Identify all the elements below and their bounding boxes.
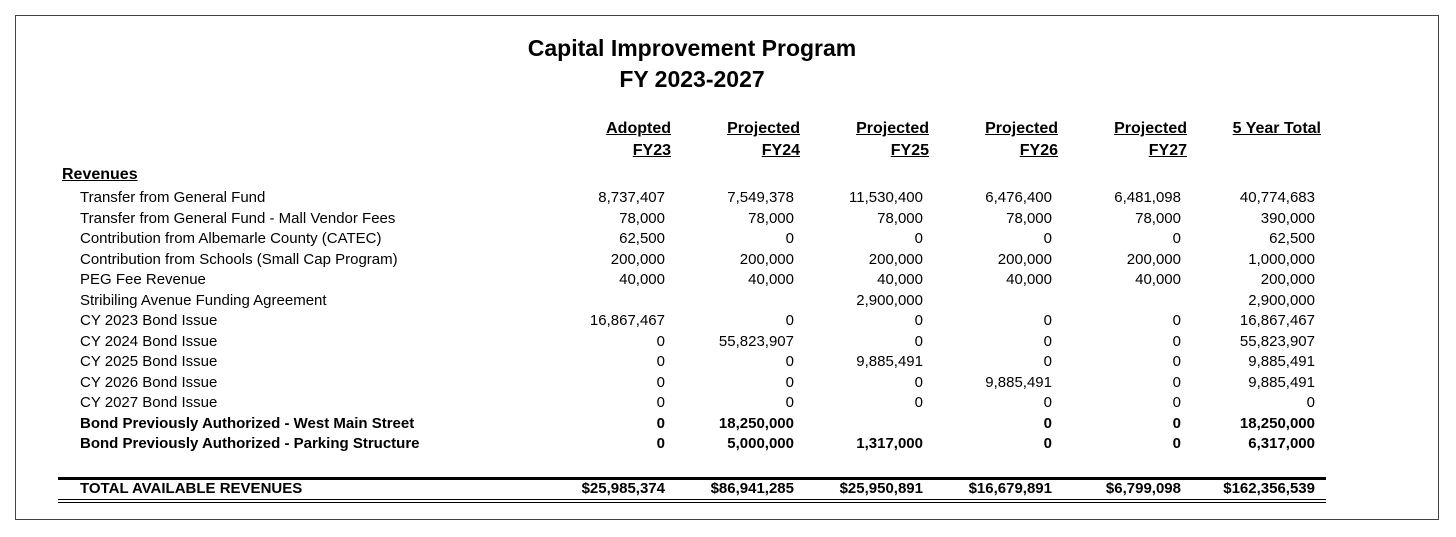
- row-value-col-1: 55,823,907: [718, 332, 794, 350]
- row-value-col-4: 0: [1172, 373, 1181, 391]
- row-value-col-2: 9,885,491: [856, 353, 923, 370]
- column-header-0: [581, 118, 671, 162]
- row-value-col-3: 6,476,400: [985, 189, 1052, 206]
- row-value-col-4: 6,481,098: [1114, 189, 1181, 206]
- row-label: Contribution from Albemarle County (CATEC): [80, 230, 382, 247]
- row-value-col-5: 16,867,467: [1239, 312, 1315, 329]
- column-header-line1: Projected: [727, 120, 800, 137]
- row-value-col-0: 0: [656, 353, 665, 370]
- table-row: [0, 187, 1456, 208]
- column-header-line2: FY24: [761, 142, 800, 159]
- section-label-revenues: Revenues: [62, 166, 138, 183]
- row-value-col-3: 200,000: [997, 250, 1052, 268]
- row-value-col-0: 62,500: [619, 230, 665, 247]
- row-value-col-5: 390,000: [1260, 209, 1315, 227]
- row-value-col-0: 8,737,407: [598, 189, 665, 206]
- total-value-col-5: $162,356,539: [1223, 480, 1315, 497]
- row-value-col-2: 0: [914, 312, 923, 329]
- table-row: [0, 269, 1456, 290]
- column-header-line2: FY27: [1148, 142, 1187, 159]
- row-value-col-5: 40,774,683: [1239, 189, 1315, 206]
- row-value-col-5: 9,885,491: [1248, 353, 1315, 370]
- row-label: Transfer from General Fund: [80, 189, 266, 206]
- table-row: [0, 372, 1456, 393]
- row-value-col-5: 9,885,491: [1248, 373, 1315, 391]
- row-value-col-1: 5,000,000: [727, 435, 794, 452]
- row-value-col-4: 0: [1172, 353, 1181, 370]
- table-row: [0, 351, 1456, 372]
- row-value-col-1: 78,000: [748, 209, 794, 227]
- row-label: CY 2027 Bond Issue: [80, 394, 218, 411]
- row-label: CY 2025 Bond Issue: [80, 353, 218, 370]
- row-value-col-2: 200,000: [868, 250, 923, 268]
- row-value-col-3: 0: [1043, 312, 1052, 329]
- column-header-1: [700, 118, 800, 162]
- row-value-col-5: 18,250,000: [1239, 414, 1315, 432]
- row-value-col-3: 0: [1043, 353, 1052, 370]
- row-label: Bond Previously Authorized - Parking Structure: [80, 435, 420, 452]
- row-value-col-4: 200,000: [1126, 250, 1181, 268]
- total-rule-bottom-2: [58, 502, 1326, 503]
- row-value-col-1: 0: [785, 353, 794, 370]
- row-value-col-0: 40,000: [619, 271, 665, 288]
- row-value-col-2: 78,000: [877, 209, 923, 227]
- row-label: Bond Previously Authorized - West Main Street: [80, 414, 415, 432]
- row-value-col-4: 0: [1172, 414, 1181, 432]
- row-value-col-0: 0: [656, 394, 665, 411]
- row-label: Contribution from Schools (Small Cap Program): [80, 250, 398, 268]
- row-value-col-4: 40,000: [1135, 271, 1181, 288]
- page-subtitle: FY 2023-2027: [619, 66, 765, 92]
- row-value-col-2: 11,530,400: [849, 189, 923, 206]
- row-value-col-1: 0: [785, 312, 794, 329]
- row-value-col-2: 0: [914, 394, 923, 411]
- row-value-col-1: 0: [785, 373, 794, 391]
- total-label: TOTAL AVAILABLE REVENUES: [80, 480, 303, 497]
- row-label: PEG Fee Revenue: [80, 271, 206, 288]
- table-row: [0, 413, 1456, 434]
- table-row: [0, 331, 1456, 352]
- row-value-col-5: 0: [1306, 394, 1315, 411]
- row-value-col-0: 0: [656, 414, 665, 432]
- row-value-col-4: 0: [1172, 332, 1181, 350]
- row-value-col-2: 40,000: [877, 271, 923, 288]
- row-value-col-3: 40,000: [1006, 271, 1052, 288]
- row-value-col-5: 1,000,000: [1248, 250, 1315, 268]
- row-value-col-5: 2,900,000: [1248, 291, 1315, 309]
- row-value-col-5: 55,823,907: [1239, 332, 1315, 350]
- row-value-col-5: 200,000: [1260, 271, 1315, 288]
- row-value-col-1: 40,000: [748, 271, 794, 288]
- row-value-col-3: 9,885,491: [985, 373, 1052, 391]
- row-value-col-3: 78,000: [1006, 209, 1052, 227]
- row-value-col-2: 2,900,000: [856, 291, 923, 309]
- table-row: [0, 392, 1456, 413]
- total-value-col-1: $86,941,285: [710, 480, 794, 497]
- row-value-col-0: 0: [656, 435, 665, 452]
- column-header-line2: FY26: [1019, 142, 1058, 159]
- row-value-col-0: 200,000: [610, 250, 665, 268]
- row-value-col-3: 0: [1043, 435, 1052, 452]
- column-header-line1: Projected: [985, 120, 1058, 137]
- row-value-col-5: 6,317,000: [1248, 435, 1315, 452]
- table-row: [0, 208, 1456, 229]
- column-header-2: [829, 118, 929, 162]
- row-label: CY 2026 Bond Issue: [80, 373, 218, 391]
- row-value-col-0: 78,000: [619, 209, 665, 227]
- page-title: Capital Improvement Program: [527, 35, 857, 61]
- table-row: [0, 290, 1456, 311]
- row-value-col-1: 0: [785, 394, 794, 411]
- row-value-col-2: 0: [914, 332, 923, 350]
- column-header-5: [1211, 118, 1321, 140]
- column-header-line1: Projected: [1114, 120, 1187, 137]
- column-header-line1: Projected: [856, 120, 929, 137]
- column-header-line2: FY25: [890, 142, 929, 159]
- table-row: [0, 433, 1456, 454]
- total-value-col-2: $25,950,891: [839, 480, 923, 497]
- column-header-4: [1087, 118, 1187, 162]
- row-label: Stribiling Avenue Funding Agreement: [80, 291, 327, 309]
- row-value-col-3: 0: [1043, 332, 1052, 350]
- total-rule-bottom-1: [58, 499, 1326, 500]
- column-header-3: [958, 118, 1058, 162]
- row-value-col-4: 0: [1172, 394, 1181, 411]
- row-value-col-1: 18,250,000: [718, 414, 794, 432]
- row-value-col-2: 1,317,000: [856, 435, 923, 452]
- table-row: [0, 228, 1456, 249]
- total-row: [0, 478, 1456, 499]
- total-value-col-0: $25,985,374: [581, 480, 665, 497]
- row-value-col-1: 200,000: [739, 250, 794, 268]
- row-value-col-2: 0: [914, 230, 923, 247]
- row-label: CY 2023 Bond Issue: [80, 312, 218, 329]
- row-value-col-4: 78,000: [1135, 209, 1181, 227]
- row-value-col-2: 0: [914, 373, 923, 391]
- row-value-col-1: 7,549,378: [727, 189, 794, 206]
- column-header-line1: Adopted: [606, 120, 671, 137]
- total-value-col-3: $16,679,891: [968, 480, 1052, 497]
- row-value-col-4: 0: [1172, 312, 1181, 329]
- total-value-col-4: $6,799,098: [1105, 480, 1181, 497]
- row-value-col-1: 0: [785, 230, 794, 247]
- row-label: CY 2024 Bond Issue: [80, 332, 218, 350]
- row-value-col-0: 0: [656, 332, 665, 350]
- column-header-line2: FY23: [632, 142, 671, 159]
- row-label: Transfer from General Fund - Mall Vendor Fees: [80, 209, 396, 227]
- row-value-col-4: 0: [1172, 435, 1181, 452]
- column-header-line1: 5 Year Total: [1232, 120, 1321, 137]
- row-value-col-3: 0: [1043, 230, 1052, 247]
- row-value-col-0: 0: [656, 373, 665, 391]
- row-value-col-0: 16,867,467: [589, 312, 665, 329]
- row-value-col-3: 0: [1043, 394, 1052, 411]
- row-value-col-5: 62,500: [1269, 230, 1315, 247]
- row-value-col-4: 0: [1172, 230, 1181, 247]
- table-row: [0, 310, 1456, 331]
- table-row: [0, 249, 1456, 270]
- row-value-col-3: 0: [1043, 414, 1052, 432]
